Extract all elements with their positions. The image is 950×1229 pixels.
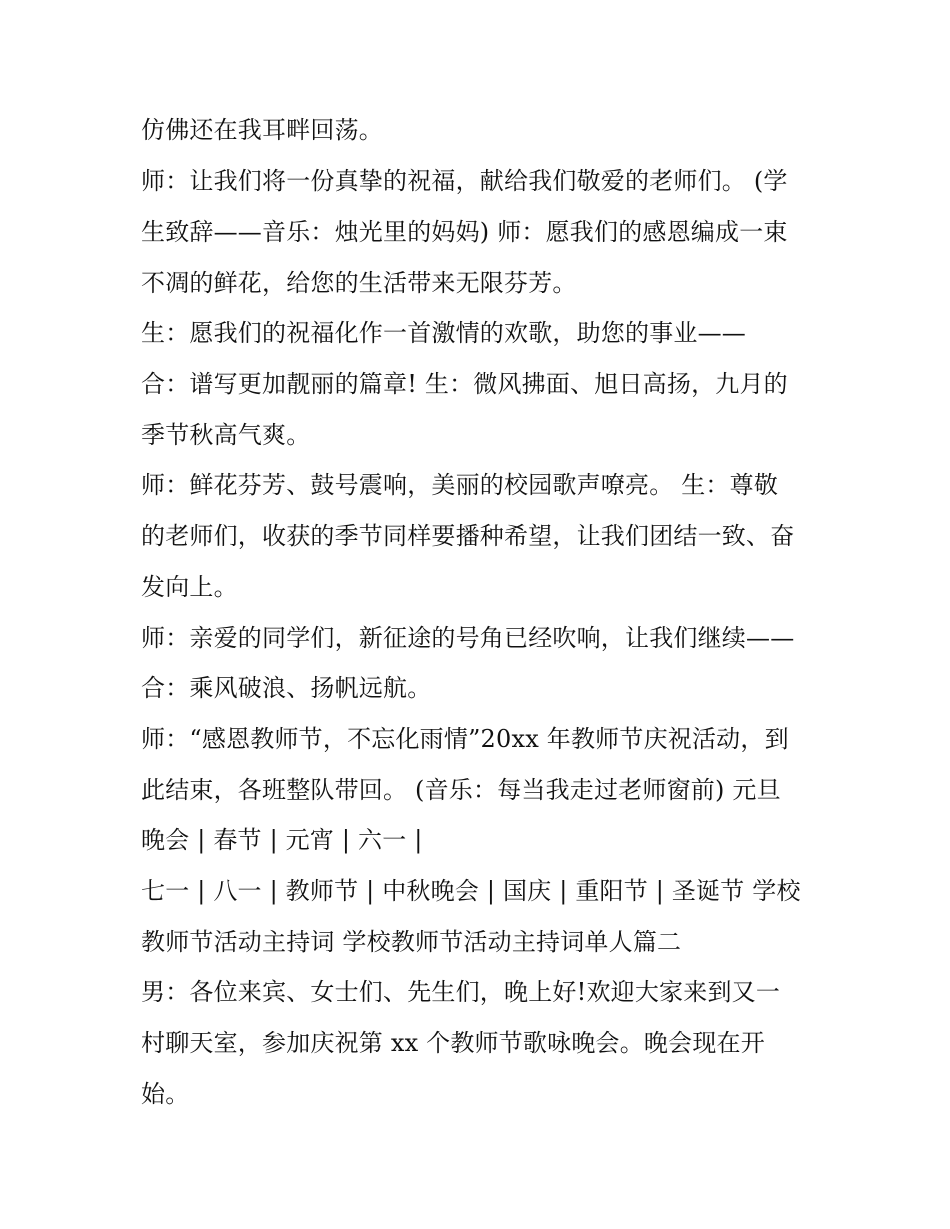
text-line: 的老师们，收获的季节同样要播种希望，让我们团结一致、奋: [141, 522, 795, 550]
text-line: 仿佛还在我耳畔回荡。: [141, 116, 383, 144]
text-line: 此结束，各班整队带回。 (音乐：每当我走过老师窗前) 元旦: [141, 776, 781, 804]
text-line: 不凋的鲜花，给您的生活带来无限芬芳。: [141, 269, 577, 297]
text-line: 男：各位来宾、女士们、先生们，晚上好!欢迎大家来到又一: [141, 978, 781, 1006]
text-line: 合：乘风破浪、扬帆远航。: [141, 674, 432, 702]
text-line: 季节秋高气爽。: [141, 421, 311, 449]
text-line: 七一 | 八一 | 教师节 | 中秋晚会 | 国庆 | 重阳节 | 圣诞节 学校: [141, 877, 801, 905]
text-line: 发向上。: [141, 573, 238, 601]
text-line: 师：亲爱的同学们，新征途的号角已经吹响，让我们继续——: [141, 624, 795, 652]
text-line: 师：让我们将一份真挚的祝福，献给我们敬爱的老师们。 (学: [141, 167, 788, 195]
text-line: 合：谱写更加靓丽的篇章! 生：微风拂面、旭日高扬，九月的: [141, 370, 788, 398]
text-line: 生：愿我们的祝福化作一首激情的欢歌，助您的事业——: [141, 319, 746, 347]
text-line: 教师节活动主持词 学校教师节活动主持词单人篇二: [141, 928, 682, 956]
text-line: 始。: [141, 1080, 190, 1108]
text-line: 晚会 | 春节 | 元宵 | 六一 |: [141, 826, 423, 854]
text-line: 师：鲜花芬芳、鼓号震响，美丽的校园歌声嘹亮。 生：尊敬: [141, 471, 779, 499]
text-line: 生致辞——音乐：烛光里的妈妈) 师：愿我们的感恩编成一束: [141, 218, 788, 246]
text-line: 村聊天室，参加庆祝第 xx 个教师节歌咏晚会。晚会现在开: [141, 1029, 765, 1057]
text-line: 师：“感恩教师节，不忘化雨情”20xx 年教师节庆祝活动，到: [141, 725, 789, 753]
